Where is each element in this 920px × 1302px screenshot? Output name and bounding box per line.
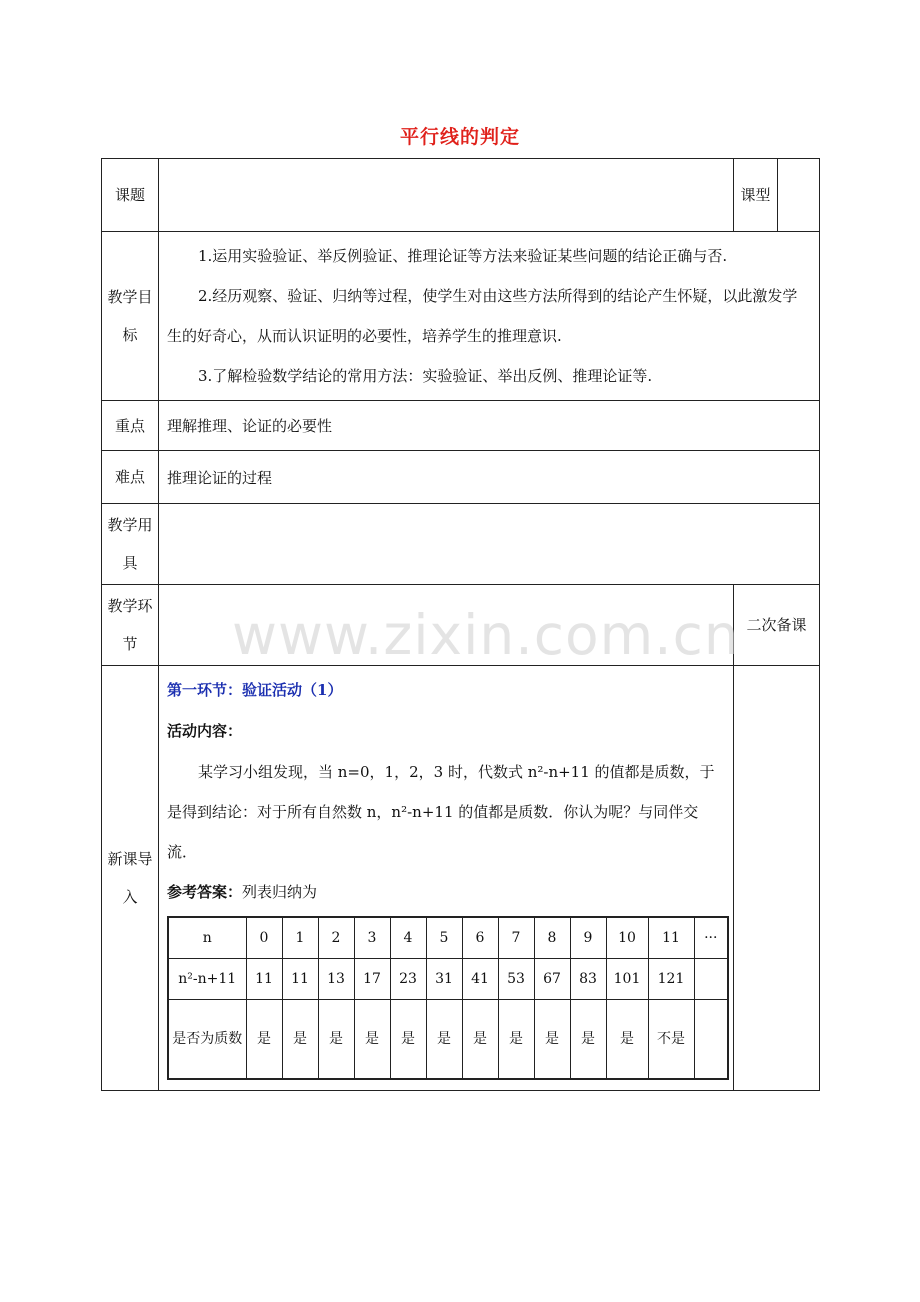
n-cell: 11 (648, 917, 694, 959)
goal-item: 1.运用实验验证、举反例验证、推理论证等方法来验证某些问题的结论正确与否. (198, 247, 728, 265)
value-cell: 13 (318, 959, 354, 1000)
prime-label: 是否为质数 (168, 1000, 246, 1080)
value-cell: 11 (282, 959, 318, 1000)
answer-line (167, 872, 725, 912)
value-cell: 17 (354, 959, 390, 1000)
prime-cell: 是 (606, 1000, 648, 1080)
second-prep-label: 二次备课 (734, 585, 820, 666)
lesson-plan-table (101, 158, 820, 1091)
prime-cell: 是 (498, 1000, 534, 1080)
intro-content (159, 666, 734, 1091)
n-cell: 3 (354, 917, 390, 959)
n-cell: 6 (462, 917, 498, 959)
value-cell: 121 (648, 959, 694, 1000)
prime-cell: 是 (354, 1000, 390, 1080)
stage-label: 教学环节 (102, 585, 159, 666)
prime-cell (694, 1000, 728, 1080)
n-header: n (168, 917, 246, 959)
prime-cell: 是 (534, 1000, 570, 1080)
goals-label: 教学目标 (102, 232, 159, 401)
value-cell: 67 (534, 959, 570, 1000)
n-cell: ··· (694, 917, 728, 959)
stage-value (159, 585, 734, 666)
watermark: www.zixin.com.cn (232, 603, 740, 667)
n-cell: 1 (282, 917, 318, 959)
n-cell: 8 (534, 917, 570, 959)
value-cell: 23 (390, 959, 426, 1000)
intro-side (734, 666, 820, 1091)
activity-paragraph: 某学习小组发现，当 n=0，1，2，3 时，代数式 n²-n+11 的值都是质数，于是得到结论：对于所有自然数 n，n²-n+11 的值都是质数．你认为呢？与同伴交流． (167, 763, 715, 861)
value-cell: 11 (246, 959, 282, 1000)
prime-cell: 是 (570, 1000, 606, 1080)
prime-cell: 是 (462, 1000, 498, 1080)
value-cell: 53 (498, 959, 534, 1000)
difficult-label: 难点 (102, 451, 159, 504)
value-cell (694, 959, 728, 1000)
prime-cell: 是 (390, 1000, 426, 1080)
prime-cell: 是 (282, 1000, 318, 1080)
type-value (778, 159, 820, 232)
prime-cell: 是 (426, 1000, 462, 1080)
prime-cell: 是 (246, 1000, 282, 1080)
answer-label: 参考答案： (167, 883, 243, 901)
tools-label: 教学用具 (102, 504, 159, 585)
key-text: 理解推理、论证的必要性 (159, 401, 820, 451)
intro-label: 新课导入 (102, 666, 159, 1091)
topic-label: 课题 (102, 159, 159, 232)
value-cell: 83 (570, 959, 606, 1000)
value-cell: 101 (606, 959, 648, 1000)
n-cell: 4 (390, 917, 426, 959)
activity-label: 活动内容： (167, 722, 243, 740)
prime-table (167, 916, 729, 1080)
goal-item: 2.经历观察、验证、归纳等过程，使学生对由这些方法所得到的结论产生怀疑，以此激发学生的好奇心，从而认识证明的必要性，培养学生的推理意识. (167, 287, 798, 345)
n-cell: 10 (606, 917, 648, 959)
value-cell: 31 (426, 959, 462, 1000)
prime-cell: 是 (318, 1000, 354, 1080)
n-cell: 2 (318, 917, 354, 959)
n-cell: 7 (498, 917, 534, 959)
answer-text: 列表归纳为 (242, 883, 318, 901)
n-cell: 9 (570, 917, 606, 959)
prime-cell: 不是 (648, 1000, 694, 1080)
value-cell: 41 (462, 959, 498, 1000)
n-cell: 5 (426, 917, 462, 959)
type-label: 课型 (734, 159, 778, 232)
topic-value (159, 159, 734, 232)
goal-item: 3.了解检验数学结论的常用方法：实验验证、举出反例、推理论证等. (198, 367, 653, 385)
section-title: 第一环节：验证活动（1） (167, 681, 343, 699)
difficult-text: 推理论证的过程 (159, 451, 820, 504)
tools-value (159, 504, 820, 585)
goals-content (159, 232, 820, 401)
key-label: 重点 (102, 401, 159, 451)
values-label: n²-n+11 (168, 959, 246, 1000)
page-title: 平行线的判定 (399, 126, 520, 148)
n-cell: 0 (246, 917, 282, 959)
